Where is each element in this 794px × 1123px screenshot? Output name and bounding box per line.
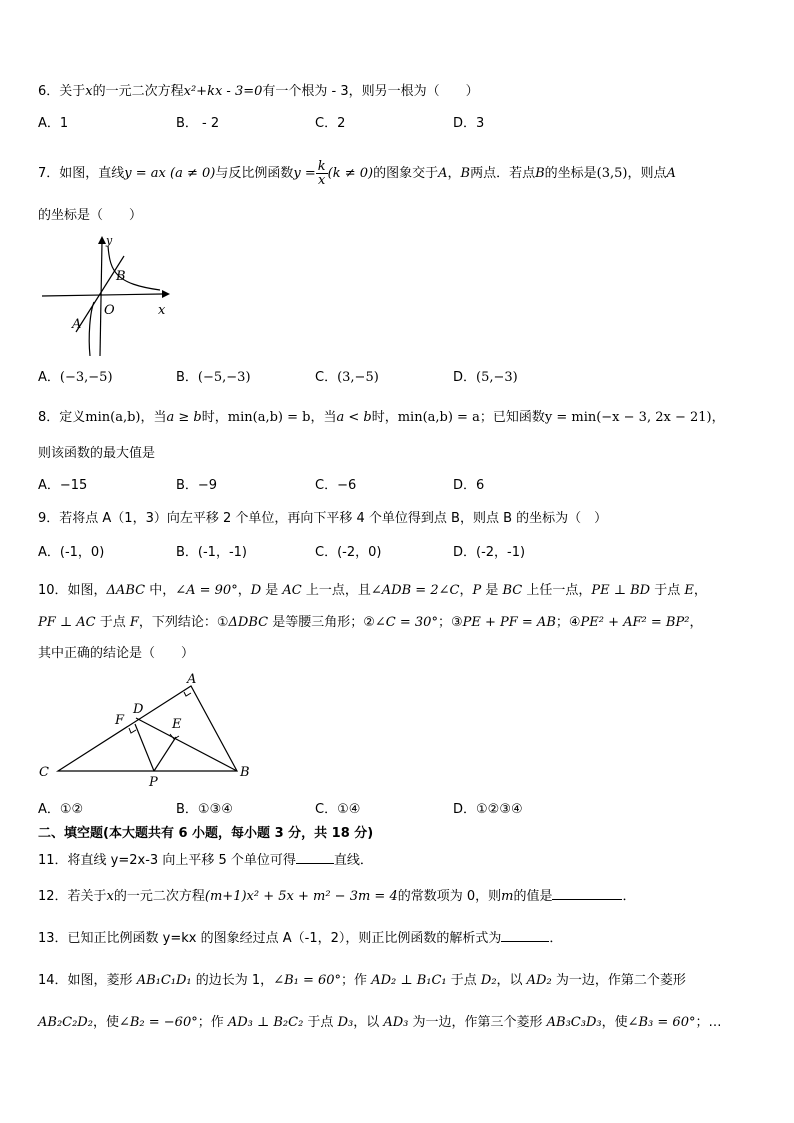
q14l1-run: 为一边，作第二个菱形: [551, 973, 686, 988]
q10-stem-line3: 其中正确的结论是（ ）: [38, 646, 195, 661]
q9-option-c: C．(-2，0): [315, 545, 382, 560]
q10l1-run: 上任一点，: [522, 583, 592, 598]
q10l1-run: 中，: [145, 583, 176, 598]
q8-option-a: A．−15: [38, 478, 88, 493]
q14l1-run: AD₂ ⊥ B₁C₁: [371, 973, 447, 988]
q10l1-run: P: [472, 583, 482, 598]
q14l1-run: AD₂: [526, 973, 552, 988]
q14l1-run: AB₁C₁D₁: [136, 973, 192, 988]
q13-blank: [501, 941, 549, 942]
q10l2-run: ∠C = 30°: [374, 615, 438, 630]
q10-stem-line1: [38, 583, 707, 599]
q14l2-run: AB₃C₃D₃: [546, 1015, 602, 1030]
q14l2-run: AD₃: [383, 1015, 409, 1030]
q8-stem-line2: 则该函数的最大值是: [38, 446, 156, 461]
q14l2-run: AD₃ ⊥ B₂C₂: [227, 1015, 304, 1030]
q10-option-b: B．①③④: [176, 802, 233, 817]
q11-blank: [296, 863, 334, 864]
q10-figure: [36, 670, 266, 790]
q14l2-run: ∠B₃ = 60°: [627, 1015, 696, 1030]
q10l1-run: 是: [261, 583, 283, 598]
q10l2-run: ；④: [555, 615, 581, 630]
q10-label-d: D: [133, 702, 144, 717]
q7-label-a: A: [72, 317, 82, 332]
q10l2-run: 于点: [95, 615, 130, 630]
q13-stem: 13．已知正比例函数 y=kx 的图象经过点 A（-1，2），则正比例函数的解析式为 ．: [38, 931, 563, 946]
q10-label-a: A: [187, 672, 197, 687]
q12-stem: 12．若关于x的一元二次方程(m+1)x² + 5x + m² − 3m = 4的常数项为 0，则m的值是 ．: [38, 889, 636, 904]
q10l1-run: ∠A = 90°: [175, 583, 238, 598]
q7-stem: 7．如图，直线y = ax (a ≠ 0)与反比例函数y = $\frac{k}{x}$ (k ≠ 0)的图象交于A，B两点．若点B的坐标是(3,5)，则点A: [38, 159, 676, 188]
q7-option-c: C．(3,−5): [315, 370, 379, 385]
q14l2-run: D₃: [337, 1015, 354, 1030]
q10-stem-line2: [38, 615, 702, 631]
q11-stem: 11．将直线 y=2x-3 向上平移 5 个单位可得 直线．: [38, 853, 373, 868]
q9-option-b: B．(-1，-1): [176, 545, 247, 560]
q6-option-c: C．2: [315, 116, 346, 131]
q10-label-e: E: [172, 717, 182, 732]
q7-label-b: B: [116, 269, 126, 284]
q10l2-run: PF ⊥ AC: [38, 615, 96, 630]
q14l2-run: ，以: [353, 1015, 384, 1030]
q7-label-x: x: [158, 303, 166, 318]
q8-option-d: D．6: [453, 478, 485, 493]
q10l1-run: 是: [481, 583, 503, 598]
q14l2-run: ∠B₂ = −60°: [118, 1015, 198, 1030]
q10l2-run: PE² + AF² = BP²: [580, 615, 690, 630]
q10-label-p: P: [149, 775, 158, 790]
q10l1-run: 上一点，且: [301, 583, 371, 598]
section2-heading: 二、填空题(本大题共有 6 小题，每小题 3 分，共 18 分): [38, 826, 374, 841]
q10-label-f: F: [115, 713, 125, 728]
q10l1-run: 于点: [650, 583, 685, 598]
q14-stem-line2: [38, 1015, 721, 1031]
q10l1-run: D: [250, 583, 262, 598]
q14l1-run: ；作: [341, 973, 372, 988]
q9-stem: 9．若将点 A（1，3）向左平移 2 个单位，再向下平移 4 个单位得到点 B，则点 B 的坐标为（ ）: [38, 511, 608, 526]
q10l2-run: ΔDBC: [228, 615, 269, 630]
q10-option-c: C．①④: [315, 802, 361, 817]
q10l1-run: E: [684, 583, 694, 598]
q7-option-d: D．(5,−3): [453, 370, 518, 385]
q6-option-a: A．1: [38, 116, 69, 131]
q10l1-run: PE ⊥ BD: [591, 583, 651, 598]
q8-option-c: C．−6: [315, 478, 357, 493]
q14l2-run: 于点: [303, 1015, 338, 1030]
q9-option-d: D．(-2，-1): [453, 545, 526, 560]
q14l1-run: ∠B₁ = 60°: [273, 973, 342, 988]
q9-option-a: A．(-1，0): [38, 545, 105, 560]
q8-option-b: B．−9: [176, 478, 218, 493]
q10l1-run: ，: [693, 583, 707, 598]
q14l2-run: ，使: [92, 1015, 119, 1030]
q10-label-c: C: [39, 765, 49, 780]
q14l1-run: D₂: [480, 973, 497, 988]
q10l2-run: ；③: [437, 615, 463, 630]
q10l2-run: 是等腰三角形；②: [268, 615, 375, 630]
q10-label-b: B: [240, 765, 250, 780]
q10l1-run: AC: [282, 583, 302, 598]
q14l2-run: 为一边，作第三个菱形: [408, 1015, 547, 1030]
q14l1-run: 的边长为 1，: [191, 973, 274, 988]
q10-option-d: D．①②③④: [453, 802, 523, 817]
q6-stem: 6．关于x的一元二次方程x²+kx - 3=0有一个根为 - 3，则另一根为（ ）: [38, 84, 479, 99]
q7-fraction: $\frac{k}{x}$: [317, 159, 326, 188]
q10l1-run: ∠ADB = 2∠C: [370, 583, 460, 598]
q14l2-run: ；作: [197, 1015, 228, 1030]
q12-blank: [552, 899, 622, 900]
q6-option-d: D．3: [453, 116, 485, 131]
q10l1-run: ，: [459, 583, 473, 598]
q10l2-run: PE + PF = AB: [462, 615, 556, 630]
q8-stem: 8．定义min(a,b)，当a ≥ b时，min(a,b) = b，当a < b时，min(a,b) = a；已知函数y = min(−x − 3, 2x − 21)，: [38, 410, 725, 425]
q10l1-run: ，: [237, 583, 251, 598]
q6-option-b: B． - 2: [176, 116, 220, 131]
q14l2-run: ；…: [695, 1015, 722, 1030]
q10l1-run: 10．如图，: [38, 583, 107, 598]
q14l1-run: 14．如图，菱形: [38, 973, 137, 988]
q7-option-b: B．(−5,−3): [176, 370, 251, 385]
q10l1-run: BC: [502, 583, 523, 598]
q14l2-run: ，使: [601, 1015, 628, 1030]
q7-stem-line2: 的坐标是（ ）: [38, 208, 143, 223]
q10l2-run: ，: [689, 615, 703, 630]
q7-label-y: y: [106, 234, 113, 247]
q14l2-run: AB₂C₂D₂: [38, 1015, 93, 1030]
q14l1-run: 于点: [446, 973, 481, 988]
q14-stem-line1: [38, 973, 686, 989]
q10l1-run: ΔABC: [106, 583, 146, 598]
q7-figure: [38, 232, 178, 360]
q10l2-run: ，下列结论：①: [138, 615, 229, 630]
q7-label-o: O: [104, 303, 115, 318]
q7-option-a: A．(−3,−5): [38, 370, 113, 385]
q10l2-run: F: [129, 615, 139, 630]
q14l1-run: ，以: [496, 973, 527, 988]
q10-option-a: A．①②: [38, 802, 84, 817]
